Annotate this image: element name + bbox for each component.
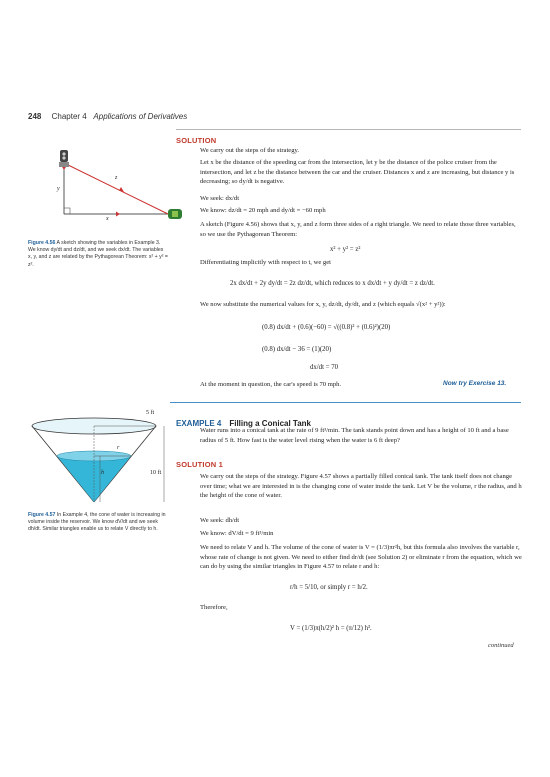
traffic-light-icon [60,150,68,162]
chapter-label: Chapter 4 [51,112,87,121]
label-5ft: 5 ft [146,410,155,416]
solution-seek: We seek: dx/dt [200,195,240,202]
figure-4-57-caption [28,512,166,534]
equation-step3: dx/dt = 70 [310,364,339,371]
caption-label: Figure 4.57 [28,512,56,518]
figure-4-56-caption [28,240,168,269]
figure-4-56-diagram [56,148,186,228]
label-y: y [57,186,60,192]
solution-p2: Let x be the distance of the speeding car from the intersection, let y be the distance of the police cruiser from the intersection, and let z be the distance between the car and the cruiser. Distances x and z are increasing, but distance y is decreasing; so dy/dt is negative. [200,159,515,186]
label-z: z [115,175,118,181]
equation-step1: (0.8) dx/dt + (0.6)(−60) = √((0.8)² + (0.6)²)(20) [262,324,391,331]
equation-step2: (0.8) dx/dt − 36 = (1)(20) [262,346,332,353]
example-text: Water runs into a conical tank at the rate of 9 ft³/min. The tank stands point down and has a height of 10 ft and a base radius of 5 ft. How fast is the water level rising when the water is 6 ft deep? [200,427,509,444]
label-10ft: 10 ft [150,470,162,476]
try-exercise-link[interactable]: Now try Exercise 13. [443,380,507,387]
label-r: r [117,445,120,451]
chapter-title: Applications of Derivatives [93,112,188,121]
example-subtitle: Filling a Conical Tank [229,419,311,428]
police-cruiser-icon [59,162,69,167]
label-h: h [101,470,104,476]
equation-pythagorean: x² + y² = z² [330,246,361,253]
page-number: 248 [28,112,42,121]
solution1-seek: We seek: dh/dt [200,517,240,524]
figure-4-57-diagram [30,414,168,506]
solution1-p2: We need to relate V and h. The volume of the cone of water is V = (1/3)πr²h, but this formula also involves the variable r, whose rate of change is not given. We need to either find dr/dt (see Solution 2) or eliminate r from the equation, which we can do by using the similar triangles in Figure 4.57 to relate r and h: [200,544,522,571]
solution-conclusion: At the moment in question, the car's speed is 70 mph. [200,381,342,388]
caption-text: In Example 4, the cone of water is increasing in volume inside the reservoir. We know dV/dt and we seek dh/dt. Similar triangles enable us to relate V directly to h. [28,512,166,533]
caption-label: Figure 4.56 [28,240,56,246]
solution-heading: SOLUTION [176,136,217,145]
solution-know: We know: dz/dt = 20 mph and dy/dt = −60 mph [200,207,326,214]
equation-differentiation: 2x dx/dt + 2y dy/dt = 2z dz/dt, which reduces to x dx/dt + y dy/dt = z dz/dt. [230,280,435,287]
label-x: x [106,216,109,222]
solution-p3: A sketch (Figure 4.56) shows that x, y, and z form three sides of a right triangle. We need to relate those three variables, so we use the Pythagorean Theorem: [200,221,516,238]
equation-volume: V = (1/3)π(h/2)² h = (π/12) h³. [290,625,372,632]
equation-ratio: r/h = 5/10, or simply r = h/2. [290,584,368,591]
caption-text: A sketch showing the variables in Example 3. We know dy/dt and dz/dt, and we seek dx/dt. The variables x, y, and z are related by the Pythagorean Theorem: x² + y² = z². [28,240,168,268]
continued-label: continued [488,642,514,649]
running-header [28,112,187,121]
section-rule [176,129,521,130]
example-title: EXAMPLE 4 [176,419,222,428]
solution1-therefore: Therefore, [200,604,228,611]
solution1-know: We know: dV/dt = 9 ft³/min [200,530,274,537]
solution-p4: Differentiating implicitly with respect to t, we get [200,259,331,266]
solution-p5: We now substitute the numerical values for x, y, dz/dt, dy/dt, and z (which equals √(x² + y²)): [200,301,446,308]
solution1-p1: We carry out the steps of the strategy. Figure 4.57 shows a partially filled conical tank. The tank itself does not change over time; what we are interested in is the changing cone of water inside the tank. Let V be the volume, r the radius, and h the height of the cone of water. [200,473,522,500]
solution1-heading: SOLUTION 1 [176,460,224,469]
solution-p1: We carry out the steps of the strategy. [200,147,300,154]
example-rule [170,402,521,403]
